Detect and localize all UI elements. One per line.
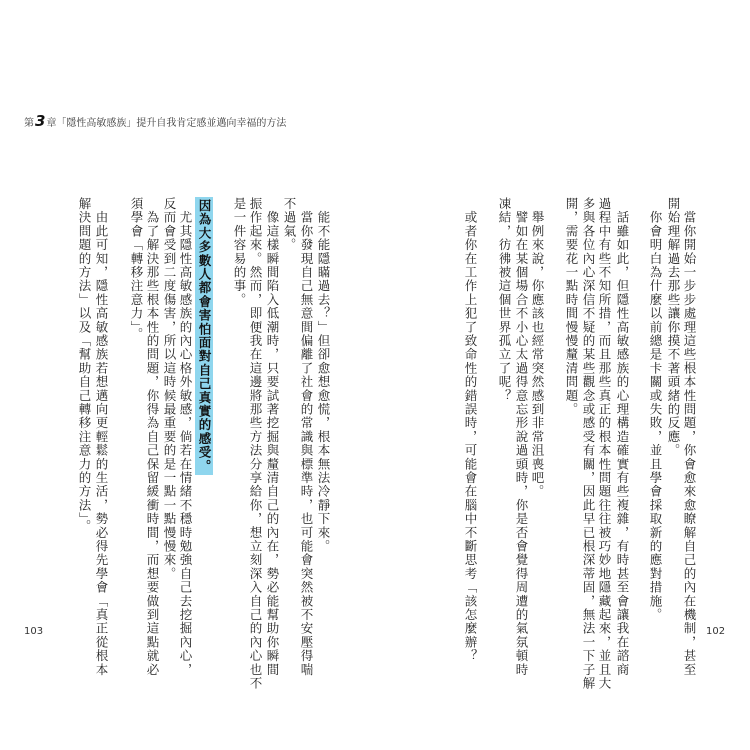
text-column: 為了解決那些根本性的問題，你得為自己保留緩衝時間，而想要做到這點就必 (145, 197, 160, 677)
text-column: 過程中有些不知所措，而且那些真正的根本性問題往往被巧妙地隱藏起來，並且大 (597, 197, 612, 691)
text-column: 或者你在工作上犯了致命性的錯誤時，可能會在腦中不斷思考「該怎麼辦？ (463, 197, 478, 663)
text-column: 當你開始一步步處理這些根本性問題，你會愈來愈瞭解自己的內在機制，甚至 (682, 197, 697, 677)
text-column: 開，需要花一點時間慢慢釐清問題。 (564, 197, 579, 417)
text-column: 舉例來說，你應該也經常突然感到非常沮喪吧。 (530, 197, 545, 499)
chapter-number: 3 (35, 112, 46, 130)
text-column: 譬如在某個場合不小心太過得意忘形說過頭時，你是否會覺得周遭的氣氛頓時 (514, 197, 529, 677)
text-column: 振作起來。然而，即便我在這邊將那些方法分享給你，想立刻深入自己的內心也不 (248, 197, 263, 691)
text-column: 尤其隱性高敏感族的內心格外敏感，倘若在情緒不穩時勉強自己去挖掘內心， (178, 197, 193, 677)
text-column: 你會明白為什麼以前總是卡關或失敗，並且學會採取新的應對措施。 (648, 197, 663, 622)
chapter-title: 章「隱性高敏感族」提升自我肯定感並邁向幸福的方法 (46, 118, 287, 129)
text-column: 像這樣瞬間陷入低潮時，只要試著挖掘與釐清自己的內在，勢必能幫助你瞬間 (265, 197, 280, 677)
page-number-right: 102 (706, 626, 726, 637)
text-column: 反而會受到二度傷害，所以這時候最重要的是一點一點慢慢來。 (162, 197, 177, 581)
text-column: 不過氣。 (282, 197, 297, 252)
text-column: 能不能隱瞞過去？」但卻愈想愈慌，根本無法冷靜下來。 (316, 197, 331, 554)
page-number-left: 103 (24, 626, 44, 637)
text-column: 話雖如此，但隱性高敏感族的心理構造確實有些複雜，有時甚至會讓我在諮商 (615, 197, 630, 677)
text-column: 解決問題的方法」以及「幫助自己轉移注意力的方法」。 (77, 197, 92, 534)
chapter-header (24, 112, 286, 130)
text-column: 由此可知，隱性高敏感族若想邁向更輕鬆的生活，勢必得先學會「真正從根本 (94, 197, 109, 677)
text-column: 凍結，彷彿被這個世界孤立了呢？ (497, 197, 512, 403)
text-column: 多與各位內心深信不疑的某些觀念或感受有關，因此早已根深蒂固，無法一下子解 (581, 197, 596, 691)
chapter-prefix: 第 (24, 118, 34, 129)
text-column: 開始理解過去那些讓你摸不著頭緒的反應。 (666, 197, 681, 458)
text-column: 是一件容易的事。 (232, 197, 247, 307)
text-column: 當你發現自己無意間偏離了社會的常識與標準時，也可能會突然被不安壓得喘 (299, 197, 314, 677)
highlighted-sentence: 因為大多數人都會害怕面對自己真實的感受。 (197, 199, 212, 473)
text-column: 須學會「轉移注意力」。 (129, 197, 144, 342)
